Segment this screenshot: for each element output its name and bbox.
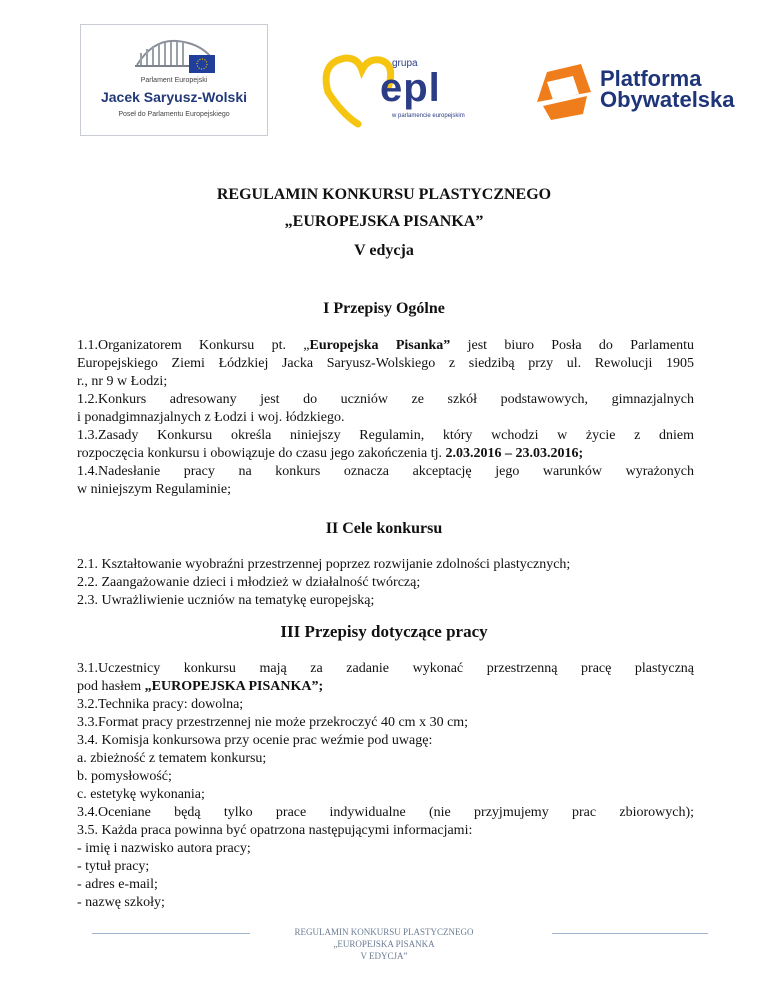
rule-3-1-line1: 3.1.Uczestnicy konkursu mają za zadanie wykonać przestrzenną pracę plastyczną: [77, 661, 694, 676]
footer-line3: V EDYCJA”: [360, 951, 408, 961]
section-work-body: [77, 660, 694, 912]
po-logo-icon: [533, 62, 595, 122]
rule-line: 3.3.Format pracy przestrzennej nie może przekroczyć 40 cm x 30 cm;: [77, 715, 469, 730]
rule-line: - adres e-mail;: [77, 877, 158, 892]
epl-grupa-label: grupa: [392, 58, 418, 69]
footer-line2: „EUROPEJSKA PISANKA: [333, 939, 435, 949]
document-title-name: „EUROPEJSKA PISANKA”: [284, 213, 484, 230]
section-heading-work-rules: III Przepisy dotyczące pracy: [280, 622, 488, 641]
page-footer: [0, 926, 768, 962]
rule-1-3-line1: 1.3.Zasady Konkursu określa niniejszy Regulamin, który wchodzi w życie z dniem: [77, 428, 694, 443]
rule-1-1-line3: r., nr 9 w Łodzi;: [77, 374, 168, 389]
ep-label: Parlament Europejski: [140, 77, 208, 84]
footer-line1: REGULAMIN KONKURSU PLASTYCZNEGO: [294, 927, 474, 937]
rule-line: 3.5. Każda praca powinna być opatrzona następującymi informacjami:: [77, 823, 473, 838]
mep-logo-box: [80, 24, 268, 136]
epl-subtitle: w parlamencie europejskim: [392, 113, 465, 119]
rule-1-2-line1: 1.2.Konkurs adresowany jest do uczniów ze szkół podstawowych, gimnazjalnych: [77, 392, 694, 407]
rule-1-4-line2: w niniejszym Regulaminie;: [77, 482, 231, 497]
rule-1-3-line2: rozpoczęcia konkursu i obowiązuje do czasu jego zakończenia tj. 2.03.2016 – 23.03.2016;: [77, 446, 584, 461]
rule-1-4-line1: 1.4.Nadesłanie pracy na konkurs oznacza akceptację jego warunków wyrażonych: [77, 464, 694, 479]
mep-subtitle: Poseł do Parlamentu Europejskiego: [118, 111, 230, 118]
po-line1: Platforma: [600, 66, 702, 91]
eu-flag-icon: [189, 55, 215, 73]
section-heading-goals: II Cele konkursu: [325, 520, 443, 537]
rule-line: 3.2.Technika pracy: dowolna;: [77, 697, 244, 712]
rule-3-1-line2: pod hasłem „EUROPEJSKA PISANKA”;: [77, 679, 324, 694]
goal-item: 2.3. Uwrażliwienie uczniów na tematykę europejską;: [77, 593, 375, 608]
epl-wordmark: epl: [380, 66, 441, 110]
rule-1-1-line1: 1.1.Organizatorem Konkursu pt. „Europejska Pisanka” jest biuro Posła do Parlamentu: [77, 338, 695, 353]
rule-1-2-line2: i ponadgimnazjalnych z Łodzi i woj. łódzkiego.: [77, 410, 345, 425]
rule-line: b. pomysłowość;: [77, 769, 172, 784]
goal-item: 2.2. Zaangażowanie dzieci i młodzież w działalność twórczą;: [77, 575, 421, 590]
rule-line: - imię i nazwisko autora pracy;: [77, 841, 251, 856]
section-heading-general: I Przepisy Ogólne: [323, 300, 445, 317]
section-goals-body: [77, 556, 694, 610]
document-edition: V edycja: [354, 242, 414, 259]
po-wordmark: [600, 68, 735, 110]
section-general-body: [77, 337, 694, 499]
document-title: REGULAMIN KONKURSU PLASTYCZNEGO: [216, 186, 552, 203]
rule-line: a. zbieżność z tematem konkursu;: [77, 751, 267, 766]
rule-line: 3.4. Komisja konkursowa przy ocenie prac weźmie pod uwagę:: [77, 733, 433, 748]
po-line2: Obywatelska: [600, 87, 735, 112]
mep-name: Jacek Saryusz-Wolski: [100, 89, 248, 105]
rule-line: c. estetykę wykonania;: [77, 787, 205, 802]
rule-line: - tytuł pracy;: [77, 859, 150, 874]
goal-item: 2.1. Kształtowanie wyobraźni przestrzennej poprzez rozwijanie zdolności plastycznych;: [77, 557, 571, 572]
rule-1-1-line2: Europejskiego Ziemi Łódzkiej Jacka Saryusz-Wolskiego z siedzibą przy ul. Rewolucji 1905: [77, 356, 694, 371]
rule-line: - nazwę szkoły;: [77, 895, 165, 910]
rule-3-4b: 3.4.Oceniane będą tylko prace indywidualne (nie przyjmujemy prac zbiorowych);: [77, 805, 694, 820]
